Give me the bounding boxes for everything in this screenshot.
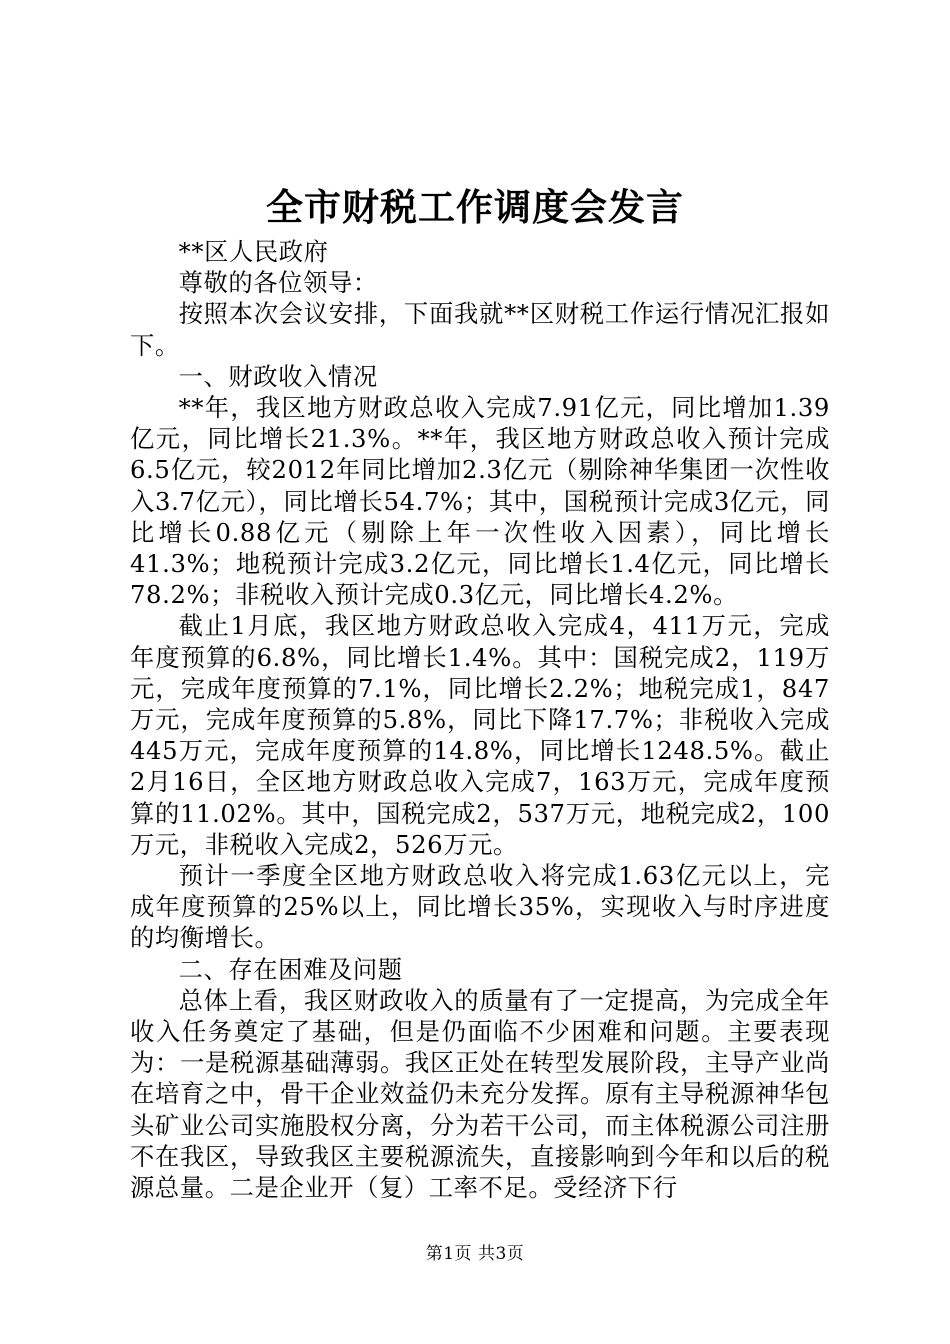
- page-footer: 第1页 共3页: [425, 1244, 525, 1264]
- paragraph-problems: 总体上看，我区财政收入的质量有了一定提高，为完成全年收入任务奠定了基础，但是仍面临不少困难和问题。主要表现为：一是税源基础薄弱。我区正处在转型发展阶段，主导产业尚在培育之中，骨干企业效益仍未充分发挥。原有主导税源神华包头矿业公司实施股权分离，分为若干公司，而主体税源公司注册不在我区，导致我区主要税源流失，直接影响到今年和以后的税源总量。二是企业开（复）工率不足。受经济下行: [130, 985, 830, 1203]
- paragraph-ytd-revenue: 截止1月底，我区地方财政总收入完成4，411万元，完成年度预算的6.8%，同比增长1.4%。其中：国税完成2，119万元，完成年度预算的7.1%，同比增长2.2%；地税完成1，847万元，完成年度预算的5.8%，同比下降17.7%；非税收入完成445万元，完成年度预算的14.8%，同比增长1248.5%。截止2月16日，全区地方财政总收入完成7，163万元，完成年度预算的11.02%。其中，国税完成2，537万元，地税完成2，100万元，非税收入完成2，526万元。: [130, 611, 830, 859]
- document-title: 全市财税工作调度会发言: [266, 186, 684, 229]
- paragraph-annual-revenue: **年，我区地方财政总收入完成7.91亿元，同比增加1.39亿元，同比增长21.3%。**年，我区地方财政总收入预计完成6.5亿元，较2012年同比增加2.3亿元（剔除神华集团一次性收入3.7亿元），同比增长54.7%；其中，国税预计完成3亿元，同比增长0.88亿元（剔除上年一次性收入因素），同比增长41.3%；地税预计完成3.2亿元，同比增长1.4亿元，同比增长78.2%；非税收入预计完成0.3亿元，同比增长4.2%。: [130, 393, 830, 610]
- paragraph-salutation: 尊敬的各位领导：: [178, 268, 378, 298]
- paragraph-q1-forecast: 预计一季度全区地方财政总收入将完成1.63亿元以上，完成年度预算的25%以上，同比增长35%，实现收入与时序进度的均衡增长。: [130, 861, 830, 953]
- paragraph-intro: 按照本次会议安排，下面我就**区财税工作运行情况汇报如下。: [130, 299, 830, 360]
- section-heading-problems: 二、存在困难及问题: [178, 954, 403, 984]
- section-heading-revenue: 一、财政收入情况: [178, 361, 378, 391]
- paragraph-issuer: **区人民政府: [178, 237, 329, 266]
- document-body: [130, 236, 830, 1203]
